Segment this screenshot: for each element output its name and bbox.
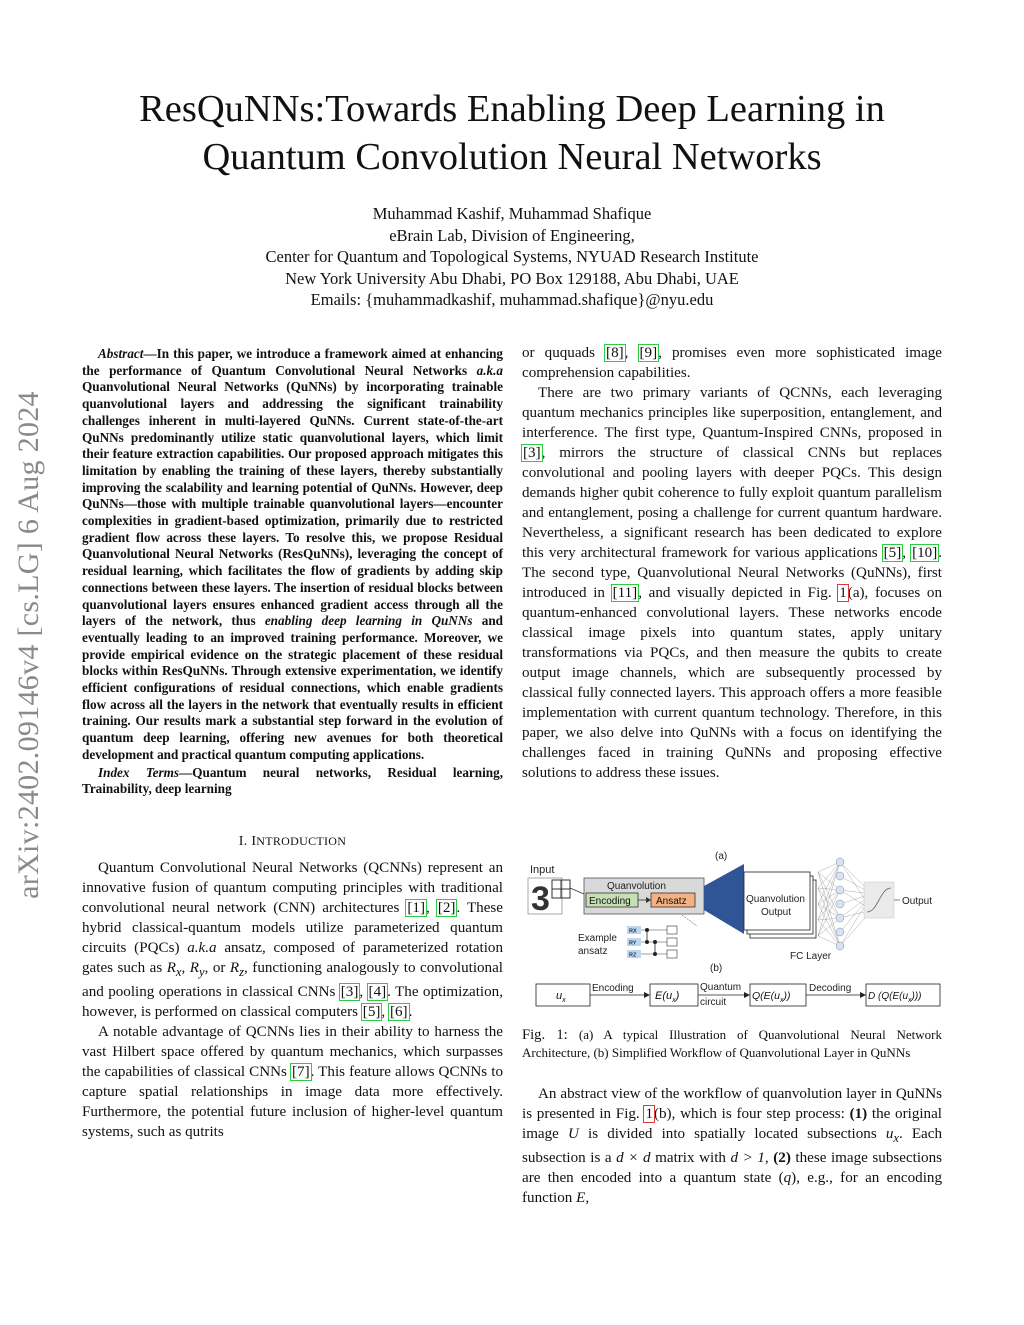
svg-text:Decoding: Decoding: [809, 983, 852, 994]
section-heading-introduction: I. INTRODUCTION: [238, 833, 347, 849]
svg-text:3: 3: [531, 880, 550, 918]
emails: Emails: {muhammadkashif, muhammad.shafique}@nyu.edu: [310, 290, 714, 309]
figure-label-a: (a): [715, 851, 728, 862]
svg-text:RX: RX: [629, 928, 637, 935]
svg-text:D (Q(E(ux))): D $(Q(E(u_x)))$: [868, 991, 922, 1004]
citation-link[interactable]: [3]: [340, 984, 359, 1000]
citation-link[interactable]: [11]: [612, 585, 638, 601]
right-column: [522, 343, 942, 783]
intro-paragraph-2: A notable advantage of QCNNs lies in their ability to harness the vast Hilbert space offered by quantum mechanics, which surpasses the capabilities of classical CNNs [7]. This feature allows QCNNs to capture spatial relationships in image data more effectively. Furthermore, the potential future inclusion of higher-level quantum systems, such as qutrits: [82, 1024, 503, 1140]
citation-link[interactable]: [8]: [606, 345, 624, 361]
citation-link[interactable]: [6]: [389, 1004, 408, 1020]
arxiv-identifier: arXiv:2402.09146v4 [cs.LG] 6 Aug 2024: [12, 391, 45, 899]
svg-text:Encoding: Encoding: [592, 983, 634, 994]
citation-link[interactable]: [1]: [407, 899, 425, 916]
figure-1: [522, 850, 942, 1015]
svg-text:Example: Example: [578, 933, 617, 944]
index-terms: Index Terms—Quantum neural networks, Residual learning, Trainability, deep learning: [82, 764, 504, 797]
projection-funnel: [704, 864, 744, 934]
citation-link[interactable]: [5]: [883, 545, 902, 561]
svg-text:Encoding: Encoding: [589, 896, 631, 907]
right-column-lower: [522, 1084, 942, 1208]
svg-text:Quantum: Quantum: [700, 982, 742, 993]
right-paragraph-0: or ququads [8], [9], promises even more sophisticated image comprehension capabilities.: [522, 345, 942, 381]
citation-link[interactable]: [5]: [362, 1004, 381, 1020]
svg-text:RZ: RZ: [629, 952, 637, 959]
right-paragraph-1: There are two primary variants of QCNNs, each leveraging quantum mechanics principles like superposition, entanglement, and interference. The first type, Quantum-Inspired CNNs, proposed in [3], mirrors the structure of classical CNNs but replaces convolutional and pooling layers with deeper PQCs. This design demands higher qubit coherence to fully exploit quantum parallelism and entanglement, posing a challenge for current quantum hardware. Nevertheless, a significant research has been dedicated to explore this very architectural framework for various applications [5], [10]. The second type, Quanvolutional Neural Networks (QuNNs), first introduced in [11], and visually depicted in Fig. 1(a), focuses on quantum-enhanced convolutional layers. These networks encode classical image pixels into quantum states, apply unitary transformations via PQCs, and then measure the qubits to create output image channels, which are subsequently processed by classical fully connected layers. This approach offers a more feasible implementation with current quantum technology. Therefore, in this paper, we also delve into QuNNs with a focus on identifying the challenges faced in training QuNNs and proposing effective solutions to address these issues.: [522, 385, 943, 781]
svg-text:Output: Output: [761, 907, 792, 918]
citation-link[interactable]: [4]: [368, 984, 387, 1000]
svg-text:Q(E(ux)): $Q(E(u_x))$: [752, 990, 791, 1004]
svg-text:Quanvolution: Quanvolution: [746, 894, 805, 905]
title-line-1: ResQuNNs:Towards Enabling Deep Learning in: [139, 88, 885, 130]
figure-link[interactable]: 1: [645, 1106, 653, 1122]
svg-text:RY: RY: [629, 940, 637, 947]
svg-text:Ansatz: Ansatz: [656, 896, 687, 907]
figure-link[interactable]: 1: [839, 585, 847, 601]
left-column: [82, 346, 503, 1142]
svg-text:ansatz: ansatz: [578, 946, 608, 957]
svg-text:Output: Output: [902, 896, 933, 907]
citation-link[interactable]: [9]: [639, 345, 658, 361]
svg-text:ux: $u_x$: [556, 990, 566, 1004]
intro-paragraph-1: Quantum Convolutional Neural Networks (QCNNs) represent an innovative fusion of quantum computing principles with traditional convolutional neural network (CNN) architectures [1], [2]. These hybrid classical-quantum models utilize parameterized quantum circuits (PQCs) a.k.a ansatz, composed of parameterized rotation gates such as $R_x$, $R_y$, or $R_z$, functioning analogously to convolutional and pooling operations in classical CNNs [3], [4]. The optimization, however, is performed on classical computers [5], [6].: [82, 859, 503, 1020]
citation-link[interactable]: [7]: [292, 1064, 310, 1080]
quanvolution-label: Quanvolution: [607, 881, 666, 892]
citation-link[interactable]: [10]: [912, 545, 938, 561]
citation-link[interactable]: [3]: [523, 445, 541, 461]
citation-link[interactable]: [2]: [437, 899, 456, 916]
title-line-2: Quantum Convolution Neural Networks: [202, 136, 822, 178]
affiliation-2: Center for Quantum and Topological Systems, NYUAD Research Institute: [265, 247, 759, 266]
svg-text:E(ux): $E(u_x)$: [655, 990, 680, 1004]
right-paragraph-2: An abstract view of the workflow of quanvolution layer in QuNNs is presented in Fig. 1(b), which is four step process: (1) the original image U is divided into spatially located subsections $u_x$. Each subsection is a d × d matrix with d > 1, (2) these image subsections are then encoded into a quantum state (q), e.g., for an encoding function E,: [522, 1086, 943, 1207]
figure-caption: Fig. 1: (a) A typical Illustration of Quanvolutional Neural Network Architecture, (b) Simplified Workflow of Quanvolutional Layer in QuNNs: [522, 1027, 942, 1060]
svg-text:FC Layer: FC Layer: [790, 951, 832, 962]
svg-text:circuit: circuit: [700, 997, 727, 1008]
abstract: Abstract—In this paper, we introduce a framework aimed at enhancing the performance of Quantum Convolutional Neural Networks a.k.a Quanvolutional Neural Networks (QuNNs) by incorporating trainable quanvolutional layers and addressing the significant trainability challenges inherent in multi-layered QuNNs. Current state-of-the-art QuNNs predominantly utilize static quanvolutional layers, which limit their feature extraction capabilities. Our proposed approach mitigates this limitation by enabling the training of these layers, thereby substantially improving the scalability and learning potential of QuNNs. However, deep QuNNs—those with multiple trainable quanvolutional layers—encounter complexities in gradient-based optimization, primarily due to restricted gradient flow across these layers. To resolve this, we propose Residual Quanvolutional Neural Networks (ResQuNNs), leveraging the concept of residual learning, which facilitates the flow of gradients by adding skip connections between these layers. The insertion of residual blocks between quanvolutional layers ensures enhanced gradient access through all the layers of the network, thus enabling deep learning in QuNNs and eventually leading to an improved training performance. Moreover, we provide empirical evidence on the strategic placement of these residual blocks within ResQuNNs. Through extensive experimentation, we identify efficient configurations of residual connections, which enable gradients flow across all the layers in the network that eventually results in efficient training. Our results mark a substantial step forward in the evolution of quantum deep learning, offering new avenues for both theoretical development and practical quantum computing applications.: [82, 346, 503, 762]
affiliation-3: New York University Abu Dhabi, PO Box 129188, Abu Dhabi, UAE: [285, 268, 739, 288]
figure-label-b: (b): [710, 963, 723, 974]
author-block: [90, 203, 934, 311]
affiliation-1: eBrain Lab, Division of Engineering,: [389, 225, 635, 245]
paper-title: [90, 85, 934, 181]
figure-input-label: Input: [530, 864, 555, 876]
abstract-label: Abstract: [98, 346, 144, 361]
author-names: Muhammad Kashif, Muhammad Shafique: [372, 204, 652, 223]
